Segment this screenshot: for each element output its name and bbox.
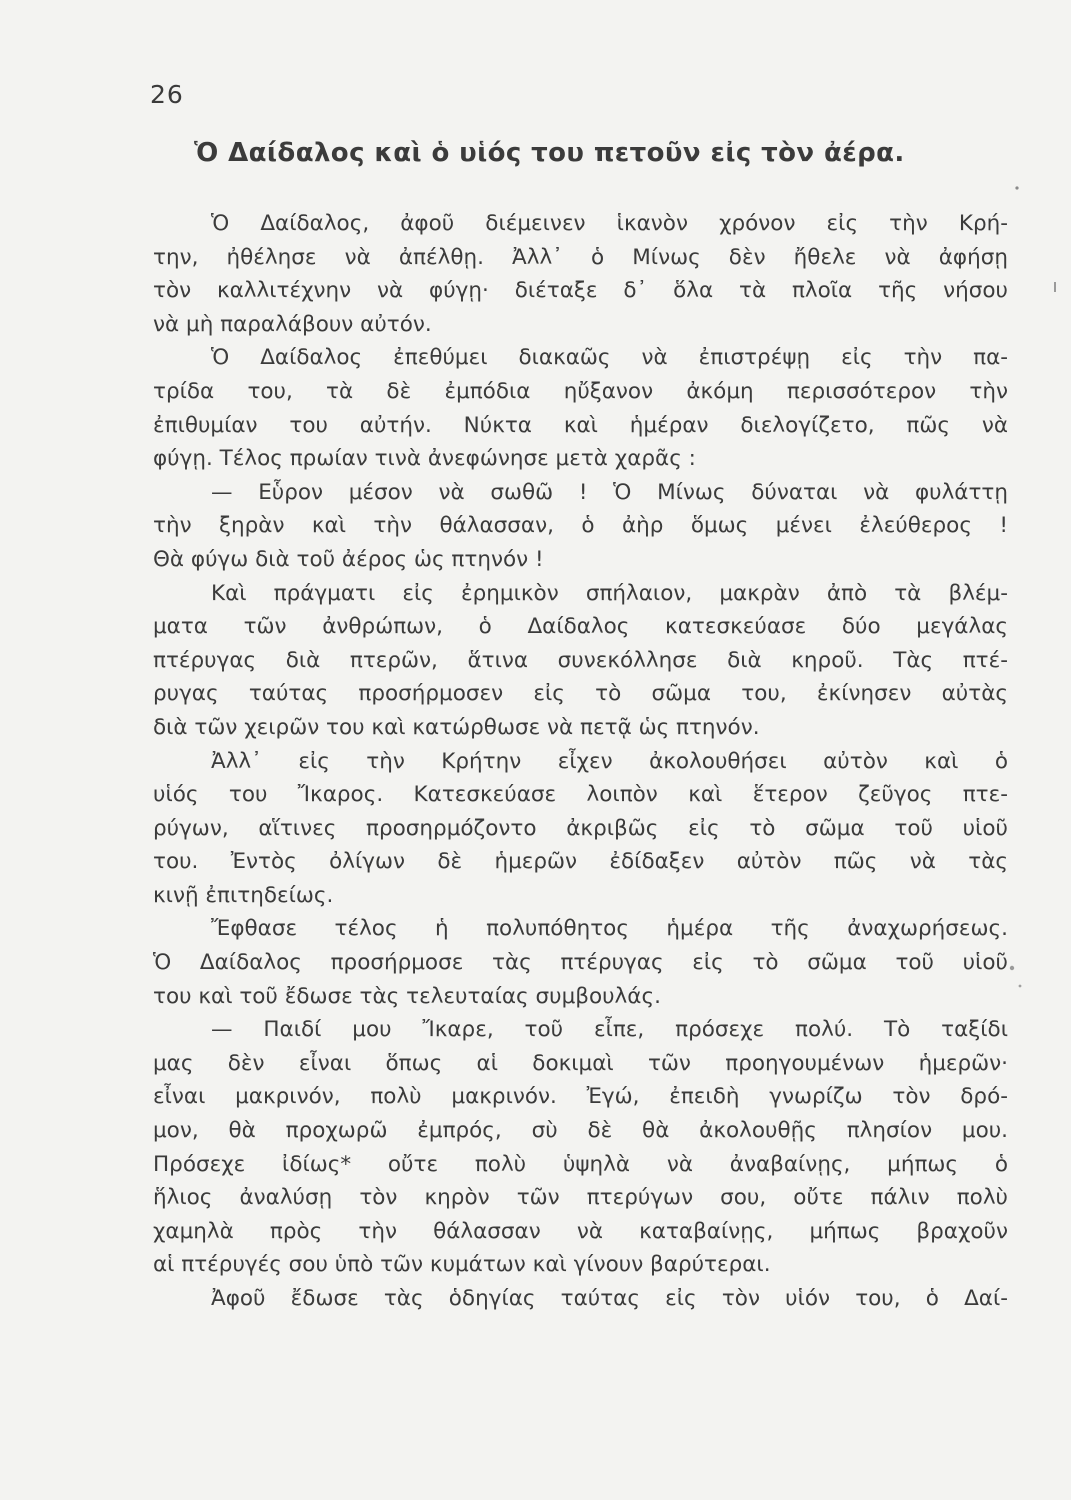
text-line: Πρόσεχε ἰδίως* οὔτε πολὺ ὑψηλὰ νὰ ἀναβαίνῃς, μήπως ὁ: [153, 1151, 1008, 1177]
text-line: ρύγων, αἵτινες προσηρμόζοντο ἀκριβῶς εἰς τὸ σῶμα τοῦ υἱοῦ: [153, 815, 1008, 841]
text-line: του καὶ τοῦ ἔδωσε τὰς τελευταίας συμβουλάς.: [153, 983, 661, 1009]
paper-speck: [1054, 282, 1056, 292]
text-line: πτέρυγας διὰ πτερῶν, ἅτινα συνεκόλλησε διὰ κηροῦ. Τὰς πτέ-: [153, 647, 1008, 673]
text-line: του. Ἐντὸς ὀλίγων δὲ ἡμερῶν ἐδίδαξεν αὐτὸν πῶς νὰ τὰς: [153, 849, 1008, 875]
text-line: μον, θὰ προχωρῶ ἐμπρός, σὺ δὲ θὰ ἀκολουθῇς πλησίον μου.: [153, 1118, 1008, 1144]
paper-speck: [1019, 985, 1022, 988]
paper-speck: [1010, 966, 1014, 970]
text-line: Θὰ φύγω διὰ τοῦ ἀέρος ὡς πτηνόν !: [153, 546, 544, 572]
text-line: ἐπιθυμίαν του αὐτήν. Νύκτα καὶ ἡμέραν διελογίζετο, πῶς νὰ: [153, 412, 1008, 438]
text-line: διὰ τῶν χειρῶν του καὶ κατώρθωσε νὰ πετᾷ ὡς πτηνόν.: [153, 714, 760, 740]
text-line: τρίδα του, τὰ δὲ ἐμπόδια ηὔξανον ἀκόμη περισσότερον τὴν: [153, 378, 1008, 404]
text-line: Ὁ Δαίδαλος ἐπεθύμει διακαῶς νὰ ἐπιστρέψῃ εἰς τὴν πα-: [211, 345, 1008, 371]
text-line: Ὁ Δαίδαλος προσήρμοσε τὰς πτέρυγας εἰς τὸ σῶμα τοῦ υἱοῦ: [153, 950, 1008, 976]
text-line: Ἔφθασε τέλος ἡ πολυπόθητος ἡμέρα τῆς ἀναχωρήσεως.: [211, 916, 1008, 942]
text-line: τὴν ξηρὰν καὶ τὴν θάλασσαν, ὁ ἀὴρ ὅμως μένει ἐλεύθερος !: [153, 513, 1008, 539]
text-line: μας δὲν εἶναι ὅπως αἱ δοκιμαὶ τῶν προηγουμένων ἡμερῶν·: [153, 1050, 1008, 1076]
text-line: ἥλιος ἀναλύσῃ τὸν κηρὸν τῶν πτερύγων σου, οὔτε πάλιν πολὺ: [153, 1185, 1008, 1211]
text-line: Ὁ Δαίδαλος, ἀφοῦ διέμεινεν ἱκανὸν χρόνον εἰς τὴν Κρή-: [211, 211, 1008, 236]
text-line: αἱ πτέρυγές σου ὑπὸ τῶν κυμάτων καὶ γίνουν βαρύτεραι.: [153, 1252, 771, 1278]
chapter-title: Ὁ Δαίδαλος καὶ ὁ υἱός του πετοῦν εἰς τὸν ἀέρα.: [194, 138, 905, 168]
text-line: — Παιδί μου Ἴκαρε, τοῦ εἶπε, πρόσεχε πολύ. Τὸ ταξίδι: [211, 1017, 1008, 1043]
body-text: [153, 207, 1008, 1316]
text-line: ματα τῶν ἀνθρώπων, ὁ Δαίδαλος κατεσκεύασε δύο μεγάλας: [153, 614, 1008, 640]
text-line: Ἀφοῦ ἔδωσε τὰς ὁδηγίας ταύτας εἰς τὸν υἱόν του, ὁ Δαί-: [211, 1286, 1008, 1311]
text-line: κινῇ ἐπιτηδείως.: [153, 882, 334, 908]
text-line: φύγῃ. Τέλος πρωίαν τινὰ ἀνεφώνησε μετὰ χαρᾶς :: [153, 446, 696, 472]
text-line: εἶναι μακρινόν, πολὺ μακρινόν. Ἐγώ, ἐπειδὴ γνωρίζω τὸν δρό-: [153, 1084, 1008, 1110]
text-line: νὰ μὴ παραλάβουν αὐτόν.: [153, 311, 432, 337]
text-line: υἱός του Ἴκαρος. Κατεσκεύασε λοιπὸν καὶ ἕτερον ζεῦγος πτε-: [153, 782, 1008, 808]
paper-speck: [1015, 186, 1018, 189]
text-line: χαμηλὰ πρὸς τὴν θάλασσαν νὰ καταβαίνῃς, μήπως βραχοῦν: [153, 1218, 1008, 1244]
text-line: ρυγας ταύτας προσήρμοσεν εἰς τὸ σῶμα του, ἐκίνησεν αὐτὰς: [153, 681, 1008, 707]
page-number: 26: [150, 80, 184, 109]
text-line: την, ἠθέλησε νὰ ἀπέλθῃ. Ἀλλ᾽ ὁ Μίνως δὲν ἤθελε νὰ ἀφήσῃ: [153, 244, 1008, 270]
text-line: — Εὗρον μέσον νὰ σωθῶ ! Ὁ Μίνως δύναται νὰ φυλάττῃ: [211, 479, 1008, 505]
text-line: τὸν καλλιτέχνην νὰ φύγῃ· διέταξε δ᾽ ὅλα τὰ πλοῖα τῆς νήσου: [153, 278, 1008, 304]
text-line: Ἀλλ᾽ εἰς τὴν Κρήτην εἶχεν ἀκολουθήσει αὐτὸν καὶ ὁ: [211, 748, 1008, 774]
text-line: Καὶ πράγματι εἰς ἐρημικὸν σπήλαιον, μακρὰν ἀπὸ τὰ βλέμ-: [211, 580, 1008, 606]
